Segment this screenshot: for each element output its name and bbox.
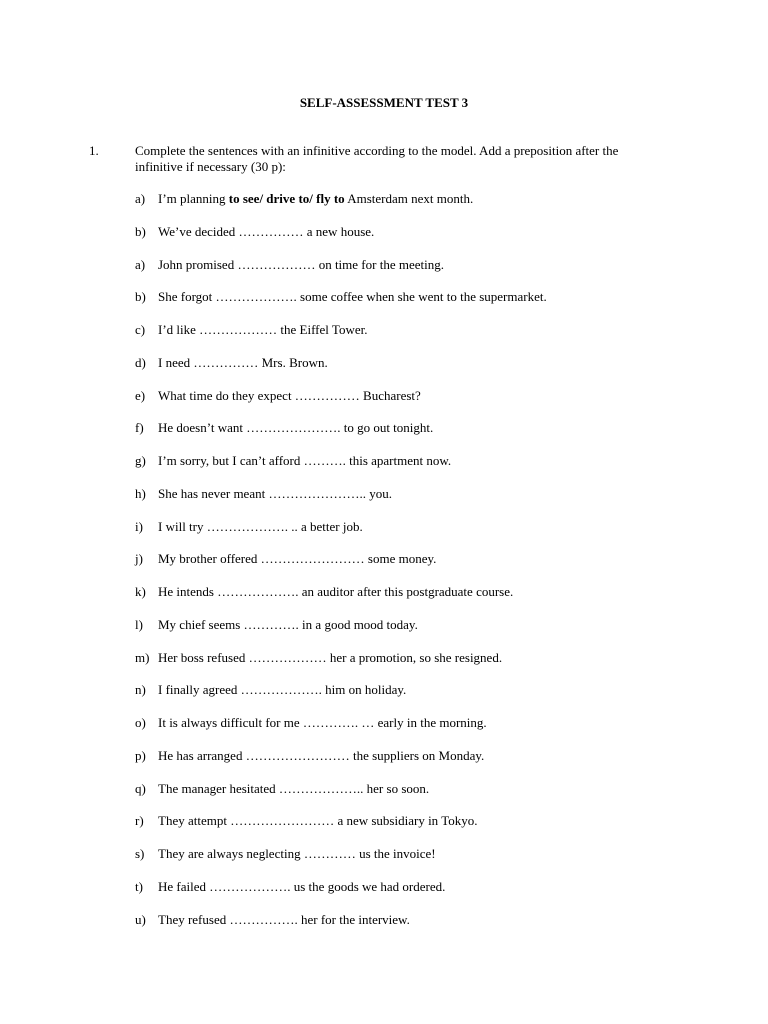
exercise-item <box>135 519 695 552</box>
item-sentence: She has never meant ………………….. you. <box>158 485 392 501</box>
exercise-item <box>135 846 695 879</box>
item-letter: k) <box>135 584 146 599</box>
item-sentence: John promised ……………… on time for the meeting. <box>158 256 444 272</box>
example-text <box>158 191 473 207</box>
exercise-item <box>135 355 695 388</box>
item-sentence: We’ve decided …………… a new house. <box>158 223 375 239</box>
item-sentence: The manager hesitated ……………….. her so soon. <box>158 780 430 796</box>
exercise-item <box>135 650 695 683</box>
exercise-item <box>135 289 695 322</box>
item-sentence: He intends ………………. an auditor after this postgraduate course. <box>158 584 514 599</box>
exercise-item <box>135 617 695 650</box>
item-letter: l) <box>135 616 143 632</box>
item-letter: c) <box>135 322 146 337</box>
item-letter: i) <box>135 518 143 534</box>
exercise-item <box>135 224 695 257</box>
item-letter: p) <box>135 747 146 763</box>
exercise-item <box>135 781 695 814</box>
exercise-item <box>135 551 695 584</box>
item-sentence: They attempt …………………… a new subsidiary in Tokyo. <box>158 813 478 829</box>
item-sentence: I will try ………………. .. a better job. <box>158 518 363 534</box>
exercise-item <box>135 257 695 290</box>
item-letter: r) <box>135 813 144 829</box>
item-letter: j) <box>135 551 143 567</box>
item-letter: f) <box>135 420 144 436</box>
item-letter: t) <box>135 878 143 894</box>
item-letter: e) <box>135 387 146 403</box>
example-answer: to see/ drive to/ fly to <box>228 191 345 206</box>
item-letter: m) <box>135 649 150 665</box>
item-sentence: It is always difficult for me …………. … early in the morning. <box>158 715 487 730</box>
item-letter: a) <box>135 191 146 206</box>
example-item <box>135 191 695 224</box>
item-letter: q) <box>135 780 146 796</box>
question-instructions: Complete the sentences with an infinitive according to the model. Add a preposition after the infinitive if necessary (30 p): <box>135 143 619 174</box>
exercise-item <box>135 912 695 945</box>
item-sentence: My brother offered …………………… some money. <box>158 551 437 567</box>
exercise-item <box>135 453 695 486</box>
item-letter: s) <box>135 846 145 861</box>
item-letter: g) <box>135 453 146 468</box>
exercise-item <box>135 813 695 846</box>
exercise-item <box>135 682 695 715</box>
item-letter: b) <box>135 289 146 305</box>
exercise-list <box>135 191 695 944</box>
item-sentence: He failed ………………. us the goods we had ordered. <box>158 878 446 894</box>
item-letter: d) <box>135 354 146 370</box>
exercise-item <box>135 748 695 781</box>
item-sentence: I finally agreed ………………. him on holiday. <box>158 682 407 698</box>
item-sentence: What time do they expect …………… Bucharest? <box>158 387 421 403</box>
item-sentence: She forgot ………………. some coffee when she went to the supermarket. <box>158 289 547 305</box>
item-sentence: Her boss refused ……………… her a promotion, so she resigned. <box>158 649 503 665</box>
page-title: SELF-ASSESSMENT TEST 3 <box>299 95 469 110</box>
item-sentence: He has arranged …………………… the suppliers on Monday. <box>158 747 485 763</box>
example-text-before: I’m planning <box>158 191 229 206</box>
item-letter: o) <box>135 715 146 730</box>
item-letter: a) <box>135 256 146 272</box>
exercise-item <box>135 715 695 748</box>
item-sentence: I’d like ……………… the Eiffel Tower. <box>158 322 368 337</box>
item-letter: b) <box>135 223 146 239</box>
item-letter: u) <box>135 911 146 927</box>
example-text-after: Amsterdam next month. <box>344 191 474 206</box>
item-letter: n) <box>135 682 146 698</box>
exercise-item <box>135 486 695 519</box>
item-sentence: I’m sorry, but I can’t afford ………. this apartment now. <box>158 453 452 468</box>
exercise-item <box>135 322 695 355</box>
item-sentence: My chief seems …………. in a good mood today. <box>158 616 418 632</box>
item-sentence: They are always neglecting ………… us the invoice! <box>158 846 436 861</box>
item-sentence: They refused ……………. her for the interview. <box>158 911 410 927</box>
exercise-item <box>135 420 695 453</box>
exercise-item <box>135 584 695 617</box>
exercise-item <box>135 388 695 421</box>
question-number: 1. <box>89 143 99 158</box>
exercise-item <box>135 879 695 912</box>
item-sentence: He doesn’t want …………………. to go out tonight. <box>158 420 434 436</box>
item-sentence: I need …………… Mrs. Brown. <box>158 354 328 370</box>
item-letter: h) <box>135 485 146 501</box>
